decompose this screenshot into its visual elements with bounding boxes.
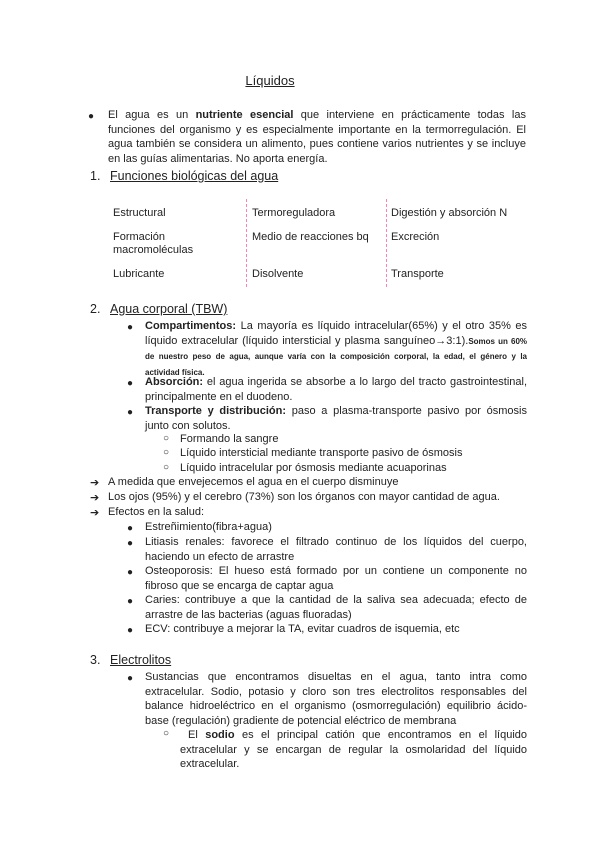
bullet-dot: ●	[127, 322, 134, 333]
list-item: Osteoporosis: El hueso está formado por un contiene un componente no fibroso que se encarga de captar agua	[145, 565, 527, 592]
bullet-dot: ●	[127, 673, 134, 684]
arrow-item: Efectos en la salud:	[108, 506, 205, 518]
list-item: Compartimentos: La mayoría es líquido intracelular(65%) y el otro 35% es líquido extracelular (líquido intersticial y plasma sanguíneo→3:1).Somos un 60% de nuestro peso de agua, aunque varía con la composición corporal, la edad, el género y la actividad física.	[145, 320, 527, 377]
bullet-dot: ●	[127, 407, 134, 418]
circle-bullet: ○	[163, 728, 170, 739]
table-divider	[386, 199, 387, 287]
list-item: Caries: contribuye a que la cantidad de la saliva sea adecuada; efecto de arrastre de las bacterias (aguas fluoradas)	[145, 594, 527, 621]
arrow-icon: ➔	[90, 492, 100, 504]
sub-list-item: Líquido intracelular por ósmosis mediante acuaporinas	[180, 462, 447, 474]
table-cell: Medio de reacciones bq	[252, 231, 369, 243]
section-3-heading: 3. Electrolitos	[90, 653, 172, 667]
intro-paragraph: El agua es un nutriente esencial que interviene en prácticamente todas las funciones del organismo y es especialmente importante en la termorregulación. El agua también se considera un alimento, pues contiene varios nutrientes y se incluye en las guías alimentarias. No aporta energía.	[108, 109, 526, 165]
table-cell: Termoreguladora	[252, 207, 336, 219]
sub-list-item: Formando la sangre	[180, 433, 279, 445]
bullet-dot: ●	[88, 111, 95, 122]
list-item: Litiasis renales: favorece el filtrado continuo de los líquidos del cuerpo, haciendo un efecto de arrastre	[145, 536, 527, 563]
arrow-item: A medida que envejecemos el agua en el cuerpo disminuye	[108, 476, 399, 488]
circle-bullet: ○	[163, 447, 170, 458]
arrow-icon: ➔	[90, 507, 100, 519]
list-item: ECV: contribuye a mejorar la TA, evitar cuadros de isquemia, etc	[145, 623, 460, 635]
list-item: Absorción: el agua ingerida se absorbe a lo largo del tracto gastrointestinal, principalmente en el duodeno.	[145, 376, 527, 403]
arrow-item: Los ojos (95%) y el cerebro (73%) son los órganos con mayor cantidad de agua.	[108, 491, 500, 503]
circle-bullet: ○	[163, 433, 170, 444]
arrow-icon: ➔	[90, 477, 100, 489]
bullet-dot: ●	[127, 523, 134, 534]
bullet-dot: ●	[127, 538, 134, 549]
page-title: Líquidos	[245, 73, 295, 88]
list-item: Sustancias que encontramos disueltas en el agua, tanto intra como extracelular. Sodio, potasio y cloro son tres electrolitos responsables del balance hidroeléctrico en el organismo (osmorregulación) equilibrio ácido-base (regulación) gradiente de potencial eléctrico de membrana	[145, 671, 527, 727]
list-item: Transporte y distribución: paso a plasma-transporte pasivo por ósmosis junto con solutos.	[145, 405, 527, 432]
table-cell: Disolvente	[252, 268, 304, 280]
table-cell: Lubricante	[113, 268, 165, 280]
table-cell: Excreción	[391, 231, 440, 243]
table-cell: Digestión y absorción N	[391, 207, 508, 219]
table-cell: Estructural	[113, 207, 166, 219]
sub-list-item: El sodio es el principal catión que encontramos en el líquido extracelular y se encargan de regular la osmolaridad del líquido extracelular.	[180, 729, 527, 770]
bullet-dot: ●	[127, 625, 134, 636]
list-item: Estreñimiento(fibra+agua)	[145, 521, 272, 533]
circle-bullet: ○	[163, 462, 170, 473]
bullet-dot: ●	[127, 378, 134, 389]
table-cell: Formación macromoléculas	[113, 231, 194, 256]
bullet-dot: ●	[127, 596, 134, 607]
section-2-heading: 2. Agua corporal (TBW)	[90, 302, 228, 316]
bullet-dot: ●	[127, 567, 134, 578]
table-divider	[246, 199, 247, 287]
sub-list-item: Líquido intersticial mediante transporte pasivo de ósmosis	[180, 447, 463, 459]
section-1-heading: 1. Funciones biológicas del agua	[90, 169, 279, 183]
table-cell: Transporte	[391, 268, 444, 280]
